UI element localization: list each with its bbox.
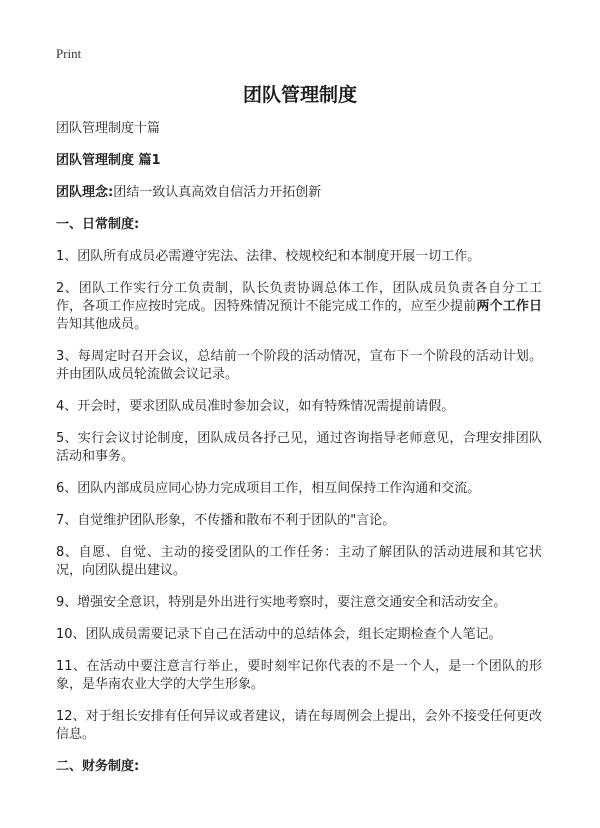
rule-item-3: 3、每周定时召开会议，总结前一个阶段的活动情况，宣布下一个阶段的活动计划。并由团队成员轮流做会议记录。 bbox=[56, 349, 542, 382]
rule-item-11: 11、在活动中要注意言行举止，要时刻牢记你代表的不是一个人，是一个团队的形象，是华南农业大学的大学生形象。 bbox=[56, 659, 542, 692]
document-body bbox=[56, 120, 542, 790]
rule-item-4: 4、开会时，要求团队成员准时参加会议，如有特殊情况需提前请假。 bbox=[56, 399, 455, 414]
rule-item-6: 6、团队内部成员应同心协力完成项目工作，相互间保持工作沟通和交流。 bbox=[56, 481, 481, 496]
team-concept-text: 团结一致认真高效自信活力开拓创新 bbox=[113, 185, 322, 200]
section-daily-rules-heading: 一、日常制度: bbox=[56, 217, 140, 232]
rule-item-1: 1、团队所有成员必需遵守宪法、法律、校规校纪和本制度开展一切工作。 bbox=[56, 249, 481, 264]
rule-item-5: 5、实行会议讨论制度，团队成员各抒己见，通过咨询指导老师意见，合理安排团队活动和事务。 bbox=[56, 431, 542, 464]
document-subtitle: 团队管理制度十篇 bbox=[56, 121, 161, 136]
rule-item-10: 10、团队成员需要记录下自己在活动中的总结体会，组长定期检查个人笔记。 bbox=[56, 627, 502, 642]
page-title: 团队管理制度 bbox=[242, 84, 357, 106]
rule-item-8: 8、自愿、自觉、主动的接受团队的工作任务：主动了解团队的活动进展和其它状况，向团队提出建议。 bbox=[56, 545, 542, 578]
team-concept bbox=[56, 184, 542, 202]
print-link[interactable]: Print bbox=[56, 46, 82, 61]
article-heading: 团队管理制度 篇1 bbox=[56, 153, 161, 168]
rule-2-emphasis: 两个工作日 bbox=[476, 299, 542, 314]
rule-item-12: 12、对于组长安排有任何异议或者建议，请在每周例会上提出，会外不接受任何更改信息。 bbox=[56, 709, 542, 742]
rule-2-text-end: 告知其他成员。 bbox=[56, 317, 148, 332]
rule-item-2 bbox=[56, 280, 542, 334]
section-finance-heading: 二、财务制度: bbox=[56, 759, 140, 774]
rule-item-7: 7、自觉维护团队形象，不传播和散布不利于团队的"言论。 bbox=[56, 513, 396, 528]
team-concept-label: 团队理念: bbox=[56, 185, 114, 200]
rule-2-text: 2、团队工作实行分工负责制，队长负责协调总体工作，团队成员负责各自分工工作，各项工作应按时完成。因特殊情况预计不能完成工作的，应至少提前 bbox=[56, 281, 542, 314]
rule-item-9: 9、增强安全意识，特别是外出进行实地考察时，要注意交通安全和活动安全。 bbox=[56, 595, 507, 610]
